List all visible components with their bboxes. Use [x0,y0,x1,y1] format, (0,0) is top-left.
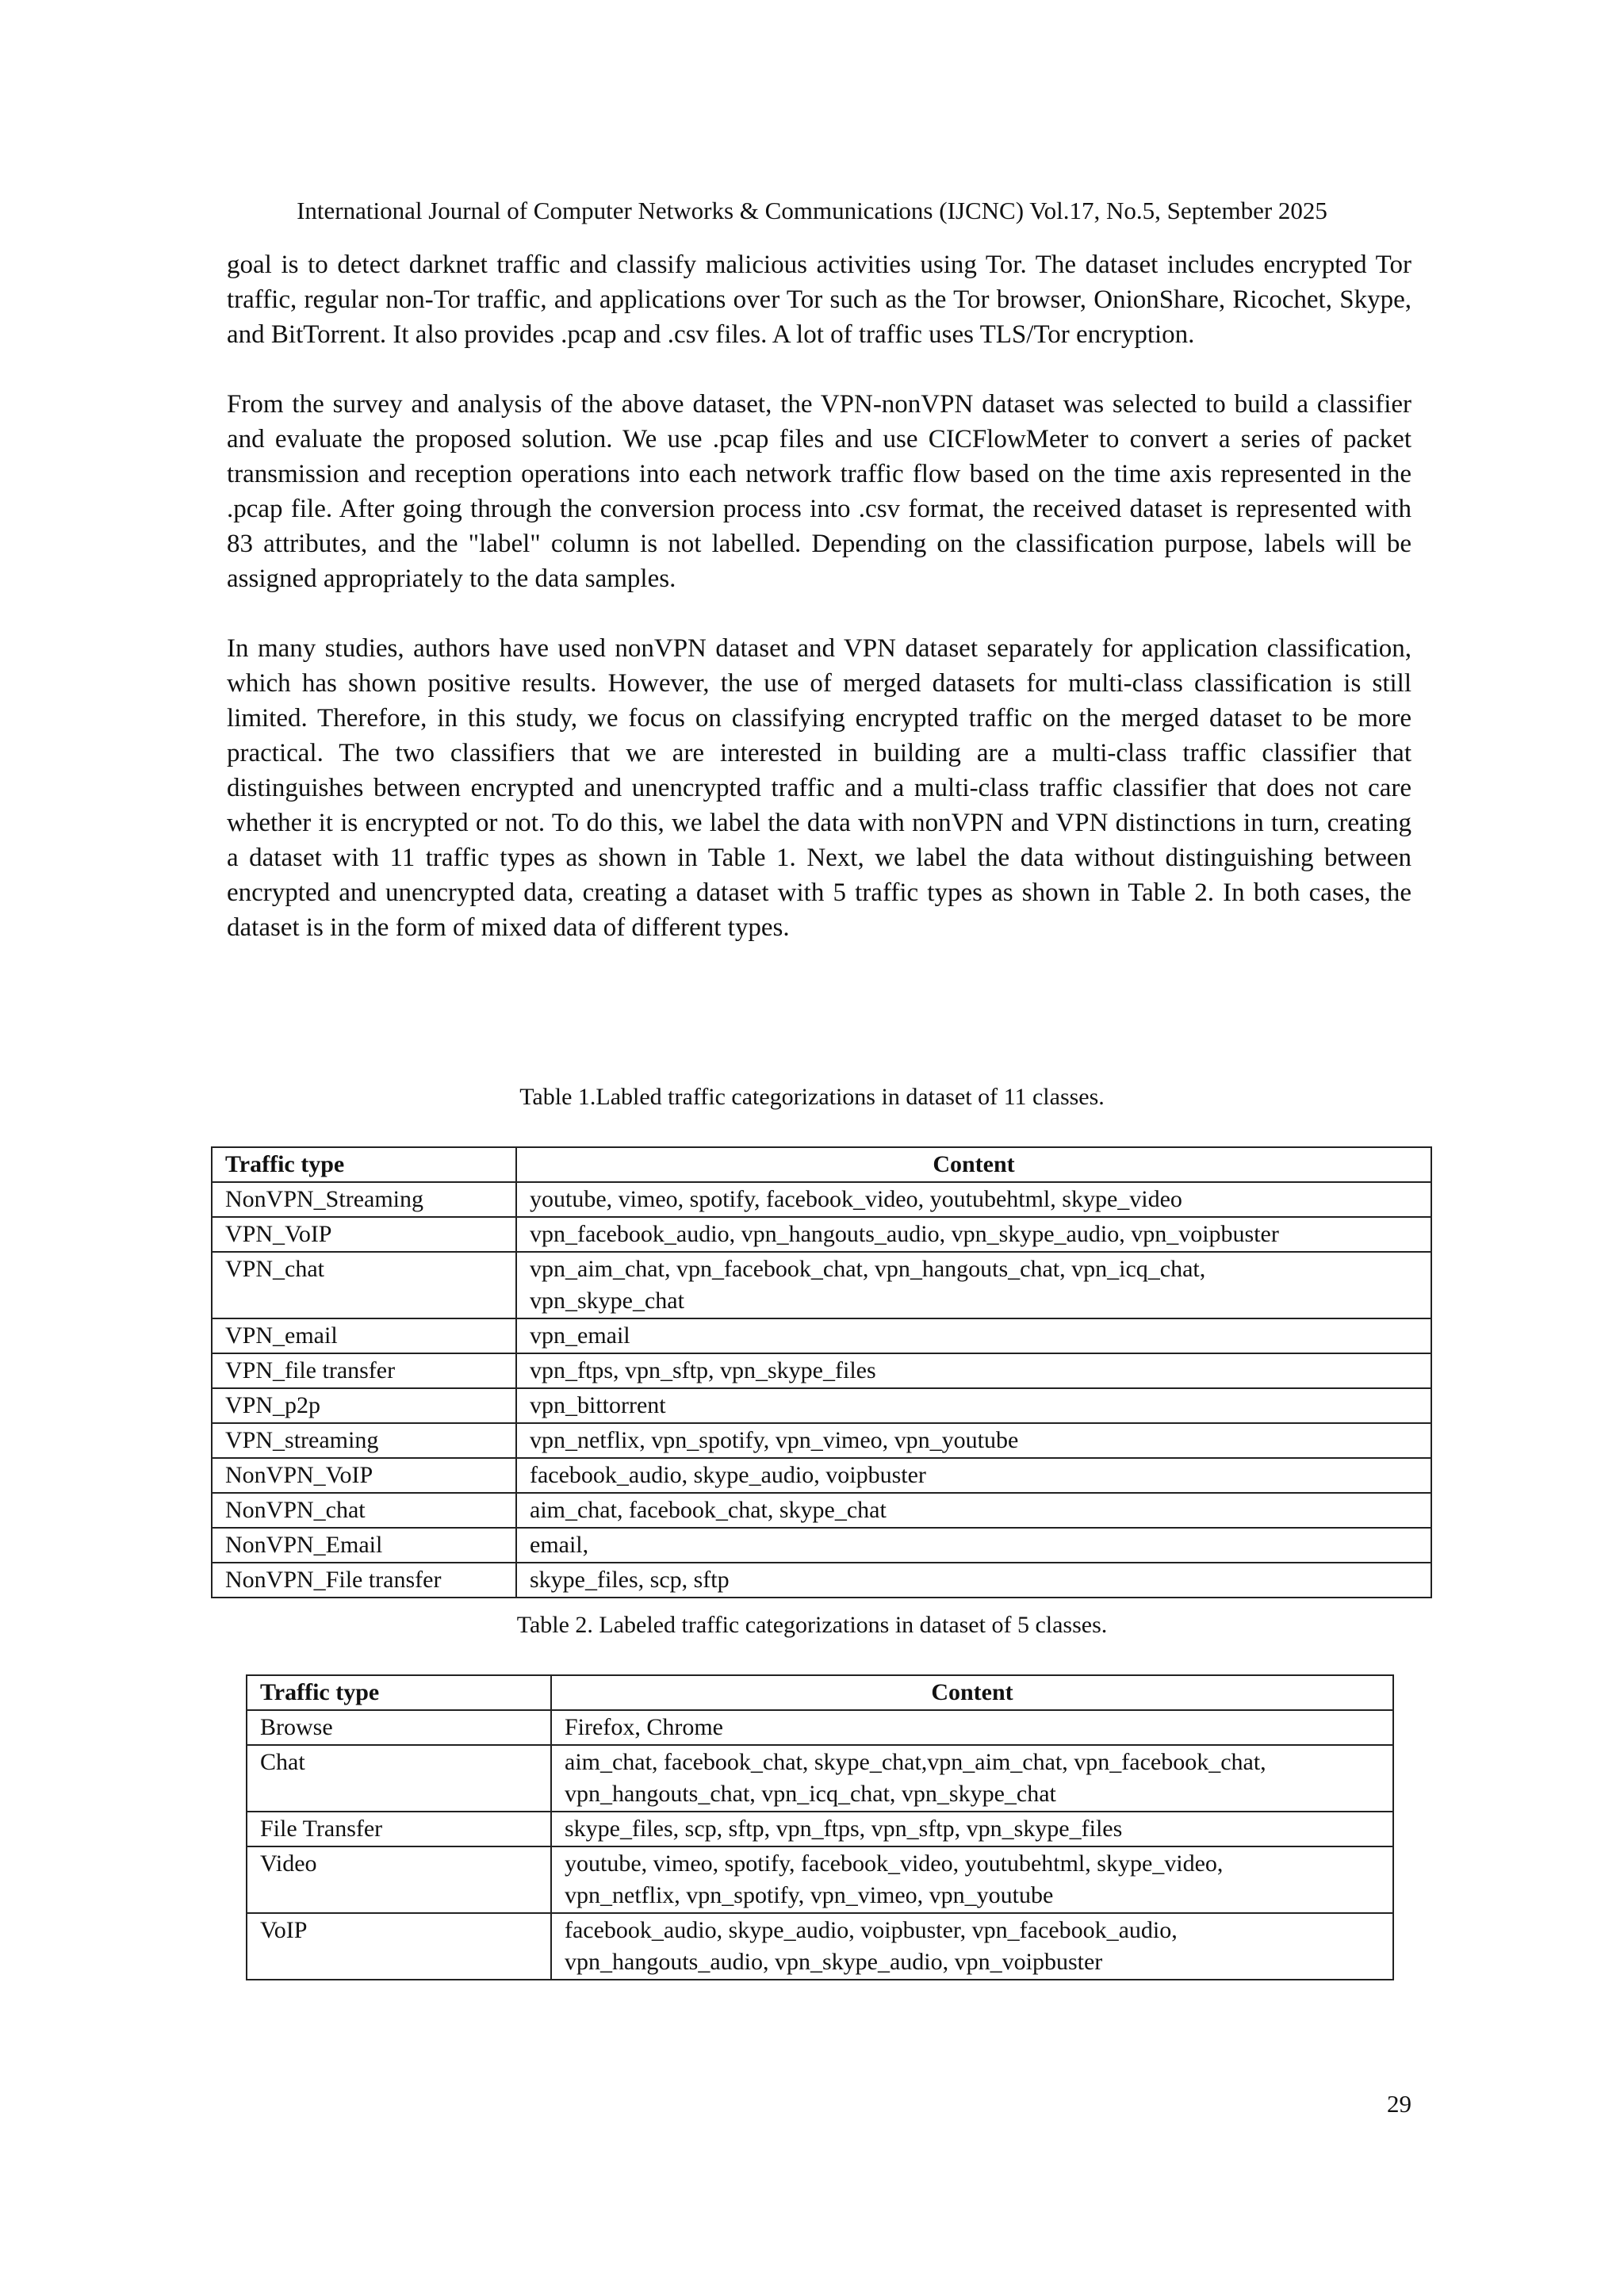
content-cell [516,1458,1431,1493]
table2 [246,1674,1394,1980]
content-cell [516,1353,1431,1388]
content-cell [551,1812,1393,1846]
content-cell [516,1388,1431,1423]
table2-header-row [247,1675,1393,1710]
traffic-type-cell: VoIP [247,1913,551,1980]
content-cell [551,1710,1393,1745]
content-cell [551,1913,1393,1980]
table-row [212,1353,1431,1388]
traffic-type-cell: VPN_VoIP [212,1217,516,1252]
traffic-type-cell: NonVPN_Streaming [212,1182,516,1217]
content-cell [516,1528,1431,1563]
content-line: vpn_email [530,1322,630,1349]
traffic-type-cell: NonVPN_Email [212,1528,516,1563]
content-cell [516,1493,1431,1528]
content-cell [516,1217,1431,1252]
traffic-type-cell: VPN_streaming [212,1423,516,1458]
table-row [212,1252,1431,1318]
content-cell [516,1182,1431,1217]
traffic-type-cell: VPN_p2p [212,1388,516,1423]
table1-body [212,1182,1431,1598]
traffic-type-cell: NonVPN_chat [212,1493,516,1528]
table2-header-type: Traffic type [247,1675,551,1710]
table-row [212,1528,1431,1563]
table-row [212,1423,1431,1458]
traffic-type-cell: Browse [247,1710,551,1745]
table2-body [247,1710,1393,1980]
content-line: vpn_aim_chat, vpn_facebook_chat, vpn_hangouts_chat, vpn_icq_chat, [530,1256,1206,1282]
content-line: vpn_hangouts_audio, vpn_skype_audio, vpn_voipbuster [565,1949,1103,1975]
traffic-type-cell: Video [247,1846,551,1913]
table2-caption: Table 2. Labeled traffic categorizations in dataset of 5 classes. [516,1612,1108,1638]
table1 [211,1146,1432,1598]
table-row [212,1458,1431,1493]
table-row [212,1388,1431,1423]
table2-header-content: Content [551,1675,1393,1710]
content-line: vpn_facebook_audio, vpn_hangouts_audio, vpn_skype_audio, vpn_voipbuster [530,1221,1279,1247]
content-cell [516,1318,1431,1353]
content-line: vpn_ftps, vpn_sftp, vpn_skype_files [530,1357,876,1383]
content-line: aim_chat, facebook_chat, skype_chat,vpn_aim_chat, vpn_facebook_chat, [565,1749,1266,1775]
table-row [247,1846,1393,1913]
content-line: vpn_bittorrent [530,1392,666,1418]
table-row [212,1182,1431,1217]
table-row [247,1913,1393,1980]
paragraph-1: goal is to detect darknet traffic and classify malicious activities using Tor. The dataset includes encrypted Tor traffic, regular non-Tor traffic, and applications over Tor such as the Tor browser, OnionShare, Ricochet, Skype, and BitTorrent. It also provides .pcap and .csv files. A lot of traffic uses TLS/Tor encryption. [227,251,1411,349]
table-row [212,1563,1431,1598]
content-line: skype_files, scp, sftp [530,1567,730,1593]
body-text [227,247,1411,980]
content-line: youtube, vimeo, spotify, facebook_video, youtubehtml, skype_video [530,1186,1182,1212]
traffic-type-cell: VPN_file transfer [212,1353,516,1388]
content-line: facebook_audio, skype_audio, voipbuster, vpn_facebook_audio, [565,1917,1178,1943]
table1-caption: Table 1.Labled traffic categorizations in dataset of 11 classes. [519,1084,1105,1110]
traffic-type-cell: VPN_chat [212,1252,516,1318]
content-line: vpn_skype_chat [530,1288,684,1314]
traffic-type-cell: VPN_email [212,1318,516,1353]
traffic-type-cell: File Transfer [247,1812,551,1846]
table-row [212,1217,1431,1252]
table-row [212,1318,1431,1353]
content-cell [516,1423,1431,1458]
content-line: email, [530,1532,589,1558]
page-number: 29 [1387,2090,1411,2118]
content-line: vpn_netflix, vpn_spotify, vpn_vimeo, vpn_youtube [565,1882,1054,1908]
content-cell [551,1745,1393,1812]
table-row [247,1745,1393,1812]
table1-header-content: Content [516,1147,1431,1182]
paragraph-3: In many studies, authors have used nonVPN dataset and VPN dataset separately for application classification, which has shown positive results. However, the use of merged datasets for multi-class classification is still limited. Therefore, in this study, we focus on classifying encrypted traffic on the merged dataset to be more practical. The two classifiers that we are interested in building are a multi-class traffic classifier that distinguishes between encrypted and unencrypted traffic and a multi-class traffic classifier that does not care whether it is encrypted or not. To do this, we label the data with nonVPN and VPN distinctions in turn, creating a dataset with 11 traffic types as shown in Table 1. Next, we label the data without distinguishing between encrypted and unencrypted data, creating a dataset with 5 traffic types as shown in Table 2. In both cases, the dataset is in the form of mixed data of different types. [227,634,1411,942]
running-header: International Journal of Computer Networks & Communications (IJCNC) Vol.17, No.5, September 2025 [297,197,1327,224]
content-line: skype_files, scp, sftp, vpn_ftps, vpn_sftp, vpn_skype_files [565,1816,1123,1842]
table-row [247,1710,1393,1745]
content-line: vpn_hangouts_chat, vpn_icq_chat, vpn_skype_chat [565,1781,1056,1807]
content-cell [516,1252,1431,1318]
table-row [247,1812,1393,1846]
content-line: aim_chat, facebook_chat, skype_chat [530,1497,887,1523]
table1-header-row [212,1147,1431,1182]
content-cell [551,1846,1393,1913]
traffic-type-cell: NonVPN_VoIP [212,1458,516,1493]
paragraph-2: From the survey and analysis of the above dataset, the VPN-nonVPN dataset was selected to build a classifier and evaluate the proposed solution. We use .pcap files and use CICFlowMeter to convert a series of packet transmission and reception operations into each network traffic flow based on the time axis represented in the .pcap file. After going through the conversion process into .csv format, the received dataset is represented with 83 attributes, and the "label" column is not labelled. Depending on the classification purpose, labels will be assigned appropriately to the data samples. [227,390,1411,593]
table1-header-type: Traffic type [212,1147,516,1182]
table-row [212,1493,1431,1528]
content-line: facebook_audio, skype_audio, voipbuster [530,1462,926,1488]
traffic-type-cell: NonVPN_File transfer [212,1563,516,1598]
content-line: youtube, vimeo, spotify, facebook_video, youtubehtml, skype_video, [565,1850,1224,1877]
traffic-type-cell: Chat [247,1745,551,1812]
content-line: vpn_netflix, vpn_spotify, vpn_vimeo, vpn_youtube [530,1427,1019,1453]
content-cell [516,1563,1431,1598]
content-line: Firefox, Chrome [565,1714,723,1740]
